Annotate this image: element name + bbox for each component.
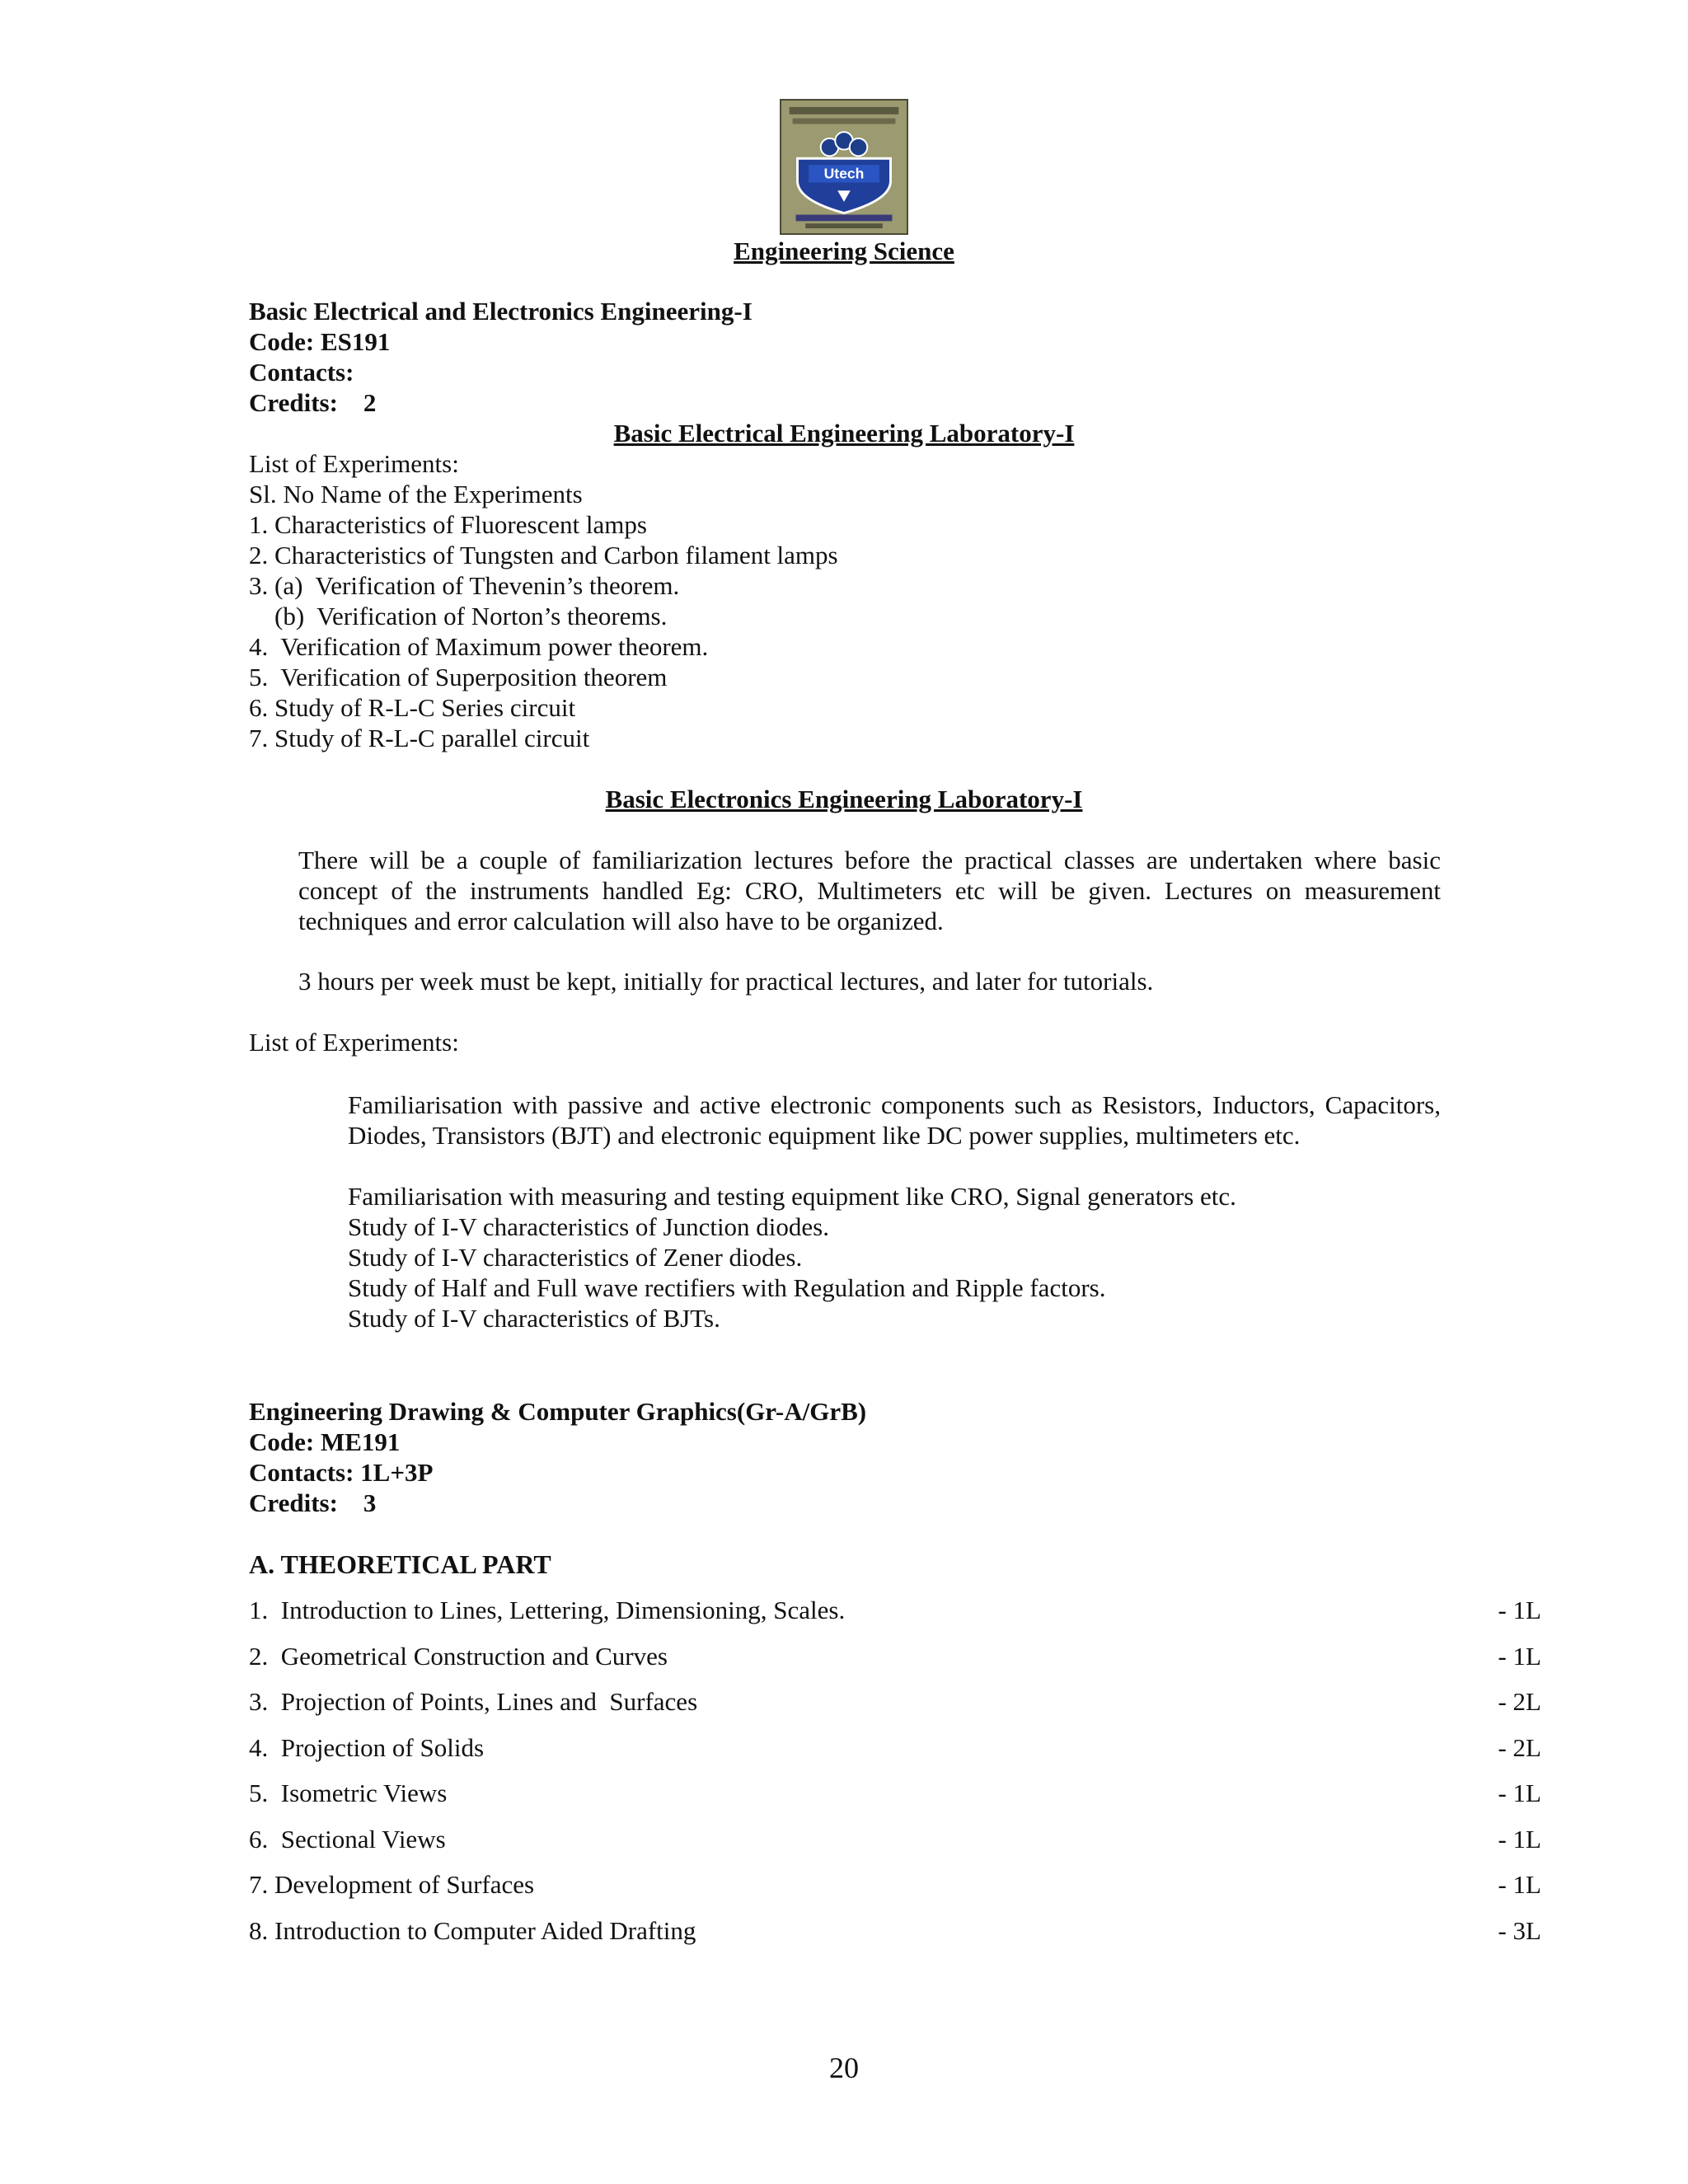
topic-label: 1. Introduction to Lines, Lettering, Dimensioning, Scales. bbox=[249, 1596, 846, 1624]
course-code: Code: ES191 bbox=[249, 327, 391, 356]
list-item: Familiarisation with passive and active electronic components such as Resistors, Inductors, Capacitors, Diodes, Transistors (BJT) and electronic equipment like DC power supplies, multimeters etc. bbox=[348, 1090, 1441, 1150]
experiment-list bbox=[348, 1181, 1236, 1333]
list-item: Study of I-V characteristics of Zener diodes. bbox=[348, 1243, 803, 1272]
section-title: Engineering Science bbox=[734, 237, 954, 265]
intro-paragraph: There will be a couple of familiarization lectures before the practical classes are undertaken where basic concept of the instruments handled Eg: CRO, Multimeters etc will be given. Lectures on measurement techniques and error calculation will also have to be organized. bbox=[298, 846, 1441, 935]
topic-label: 7. Development of Surfaces bbox=[249, 1870, 535, 1899]
lecture-hours: - 1L bbox=[1498, 1779, 1541, 1807]
topic-label: 5. Isometric Views bbox=[249, 1779, 448, 1807]
lab-title: Basic Electrical Engineering Laboratory-I bbox=[613, 419, 1075, 448]
syllabus-row bbox=[249, 1732, 1541, 1765]
syllabus-row bbox=[249, 1915, 1541, 1947]
lecture-hours: - 2L bbox=[1498, 1687, 1541, 1716]
lecture-hours: - 2L bbox=[1498, 1733, 1541, 1762]
list-item: Study of I-V characteristics of Junction diodes. bbox=[348, 1212, 829, 1241]
lab-title: Basic Electronics Engineering Laboratory-I bbox=[605, 785, 1083, 813]
theory-heading: A. THEORETICAL PART bbox=[249, 1549, 551, 1579]
list-heading: List of Experiments: bbox=[249, 449, 459, 478]
course-contacts: Contacts: 1L+3P bbox=[249, 1458, 434, 1487]
topic-label: 2. Geometrical Construction and Curves bbox=[249, 1642, 668, 1671]
list-item: 5. Verification of Superposition theorem bbox=[249, 663, 668, 691]
syllabus-row bbox=[249, 1640, 1541, 1673]
list-item: Study of Half and Full wave rectifiers with Regulation and Ripple factors. bbox=[348, 1273, 1106, 1302]
list-item: 6. Study of R-L-C Series circuit bbox=[249, 693, 576, 722]
lecture-hours: - 1L bbox=[1498, 1825, 1541, 1854]
topic-label: 6. Sectional Views bbox=[249, 1825, 446, 1854]
course-title: Engineering Drawing & Computer Graphics(Gr-A/GrB) bbox=[249, 1397, 867, 1426]
syllabus-row bbox=[249, 1823, 1541, 1856]
university-logo bbox=[780, 99, 908, 235]
hours-note: 3 hours per week must be kept, initially for practical lectures, and later for tutorials. bbox=[298, 967, 1154, 996]
course-contacts: Contacts: bbox=[249, 358, 354, 387]
lecture-hours: - 1L bbox=[1498, 1596, 1541, 1624]
page-number: 20 bbox=[829, 2051, 859, 2084]
list-item: 4. Verification of Maximum power theorem. bbox=[249, 632, 709, 661]
list-column-header: Sl. No Name of the Experiments bbox=[249, 480, 583, 509]
list-item: Study of I-V characteristics of BJTs. bbox=[348, 1304, 720, 1333]
lecture-hours: - 1L bbox=[1498, 1642, 1541, 1671]
list-item: 1. Characteristics of Fluorescent lamps bbox=[249, 510, 647, 539]
list-heading: List of Experiments: bbox=[249, 1028, 459, 1057]
list-item: 3. (a) Verification of Thevenin’s theorem. bbox=[249, 571, 680, 600]
course-code: Code: ME191 bbox=[249, 1427, 401, 1456]
syllabus-row bbox=[249, 1594, 1541, 1627]
syllabus-row bbox=[249, 1868, 1541, 1901]
list-item: Familiarisation with measuring and testing equipment like CRO, Signal generators etc. bbox=[348, 1182, 1236, 1211]
topic-label: 3. Projection of Points, Lines and Surfaces bbox=[249, 1687, 698, 1716]
topic-label: 8. Introduction to Computer Aided Drafting bbox=[249, 1916, 696, 1945]
syllabus-row bbox=[249, 1685, 1541, 1718]
lecture-hours: - 3L bbox=[1498, 1916, 1541, 1945]
course-credits: Credits: 3 bbox=[249, 1488, 377, 1517]
university-emblem-icon bbox=[781, 101, 907, 233]
course-credits: Credits: 2 bbox=[249, 388, 377, 417]
course-title: Basic Electrical and Electronics Engineering-I bbox=[249, 297, 753, 326]
list-item: 2. Characteristics of Tungsten and Carbon filament lamps bbox=[249, 541, 838, 569]
syllabus-row bbox=[249, 1777, 1541, 1810]
topic-label: 4. Projection of Solids bbox=[249, 1733, 485, 1762]
list-item: 7. Study of R-L-C parallel circuit bbox=[249, 724, 590, 752]
list-item: (b) Verification of Norton’s theorems. bbox=[249, 602, 668, 630]
lecture-hours: - 1L bbox=[1498, 1870, 1541, 1899]
svg-text:Utech: Utech bbox=[823, 165, 865, 182]
